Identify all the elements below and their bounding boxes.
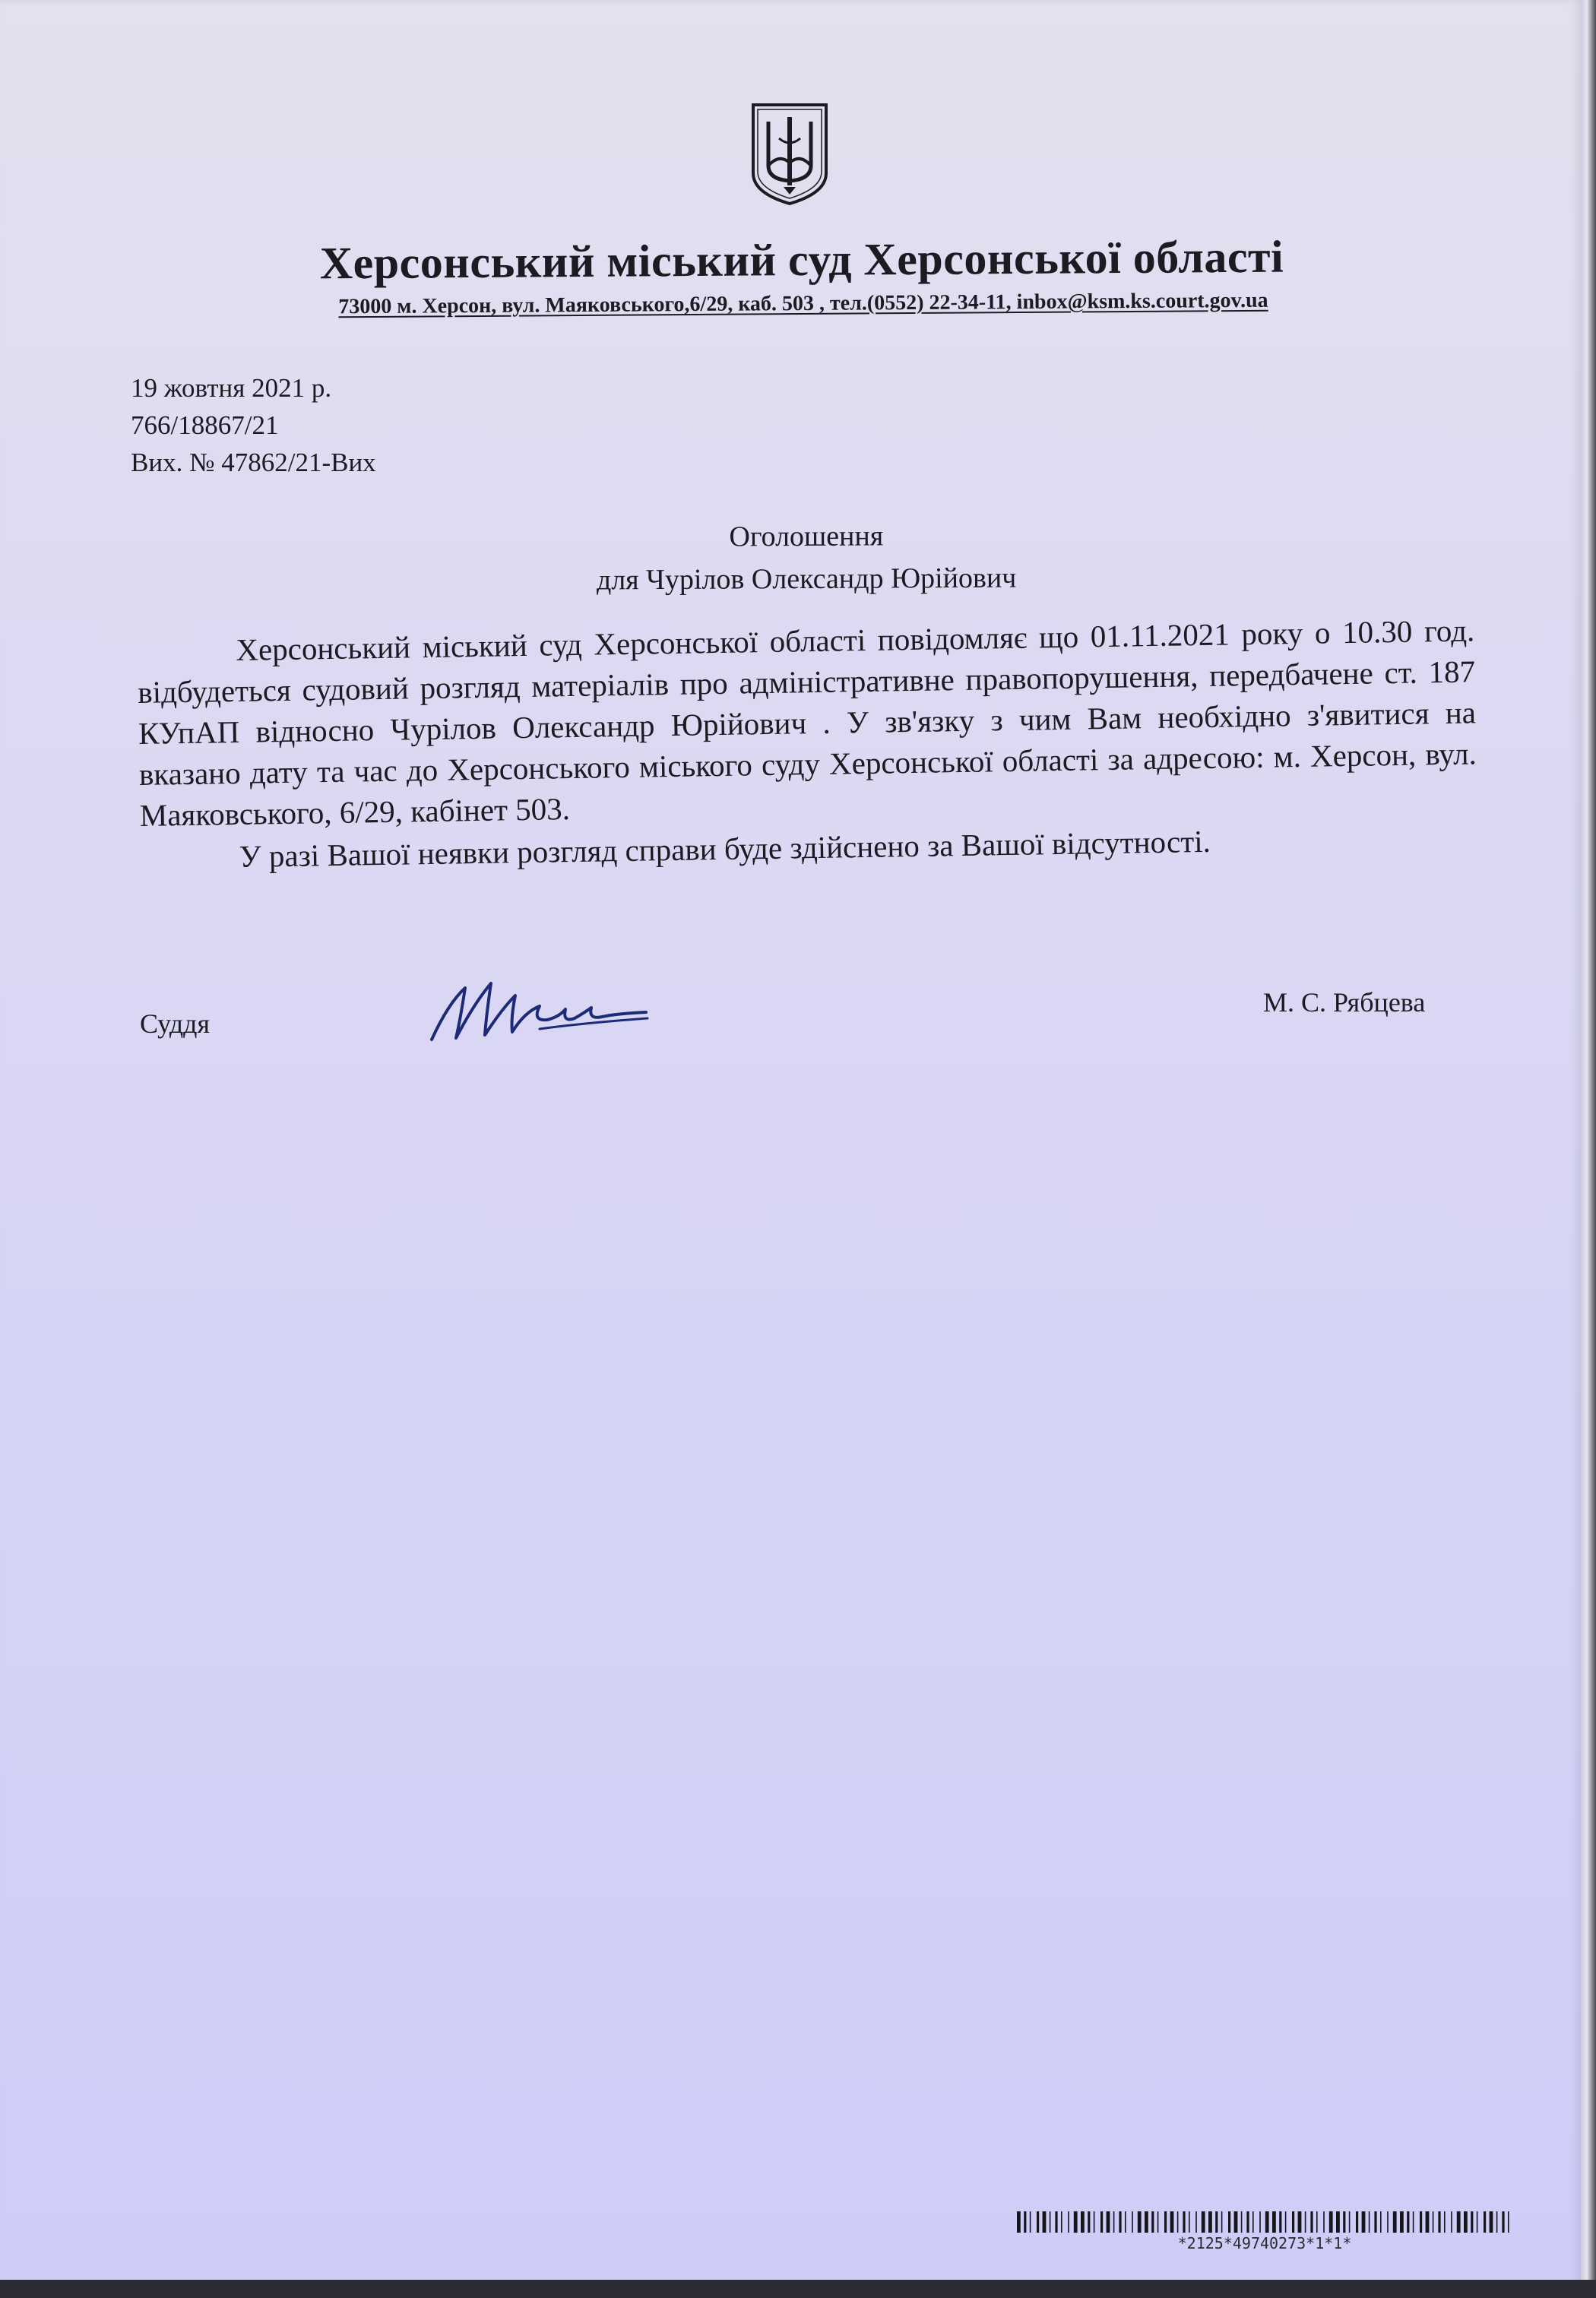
barcode-bar [1496, 2211, 1498, 2233]
body-paragraph: Херсонський міський суд Херсонської області повідомляє що 01.11.2021 року о 10.30 год. відбудеться судовий розгляд матеріалів про адміністративне правопорушення, передбачене ст. 187 КУпАП відносно Чурілов Олександр Юрійович . У зв'язку з чим Вам необхідно з'явитися на вказано дату та час до Херсонського міського суду Херсонської області за адресою: м. Херсон, вул. Маяковського, 6/29, кабінет 503. [137, 612, 1477, 833]
barcode-bar [1068, 2211, 1069, 2233]
barcode-bar [1285, 2211, 1287, 2233]
barcode-bar [1362, 2211, 1366, 2233]
barcode-bar [1043, 2211, 1047, 2233]
barcode-bar [1050, 2211, 1051, 2233]
document-meta [131, 369, 376, 481]
barcode-bar [1024, 2211, 1026, 2233]
barcode-bar [1464, 2211, 1468, 2233]
barcode-bar [1393, 2211, 1397, 2233]
barcode-bar [1177, 2211, 1179, 2233]
judge-role-label: Суддя [140, 1008, 211, 1039]
barcode-bar [1433, 2211, 1434, 2233]
barcode-bar [1502, 2211, 1504, 2233]
barcode-bar [1234, 2211, 1238, 2233]
barcode-bar [1413, 2211, 1414, 2233]
barcode-bar [1170, 2211, 1174, 2233]
barcode-bar [1017, 2211, 1021, 2233]
barcode-bar [1030, 2211, 1031, 2233]
barcode-bar [1113, 2211, 1115, 2233]
barcode-bar [1310, 2211, 1313, 2233]
barcode-bar [1356, 2211, 1358, 2233]
barcode-bar [1107, 2211, 1110, 2233]
notice-title: Оголошення [729, 520, 884, 553]
barcode-bar [1094, 2211, 1095, 2233]
barcode-bar [1228, 2211, 1230, 2233]
barcode-bar [1420, 2211, 1422, 2233]
barcode-bar [1305, 2211, 1306, 2233]
barcode-bar [1125, 2211, 1126, 2233]
document-date: 19 жовтня 2021 р. [131, 373, 332, 403]
barcode-bar [1202, 2211, 1205, 2233]
notice-heading [0, 511, 1596, 604]
barcode-bar [1252, 2211, 1254, 2233]
barcode-bar [1074, 2211, 1078, 2233]
barcode-bar [1189, 2211, 1190, 2233]
barcode-bar [1100, 2211, 1103, 2233]
barcode-bar [1323, 2211, 1325, 2233]
barcode-bar [1164, 2211, 1167, 2233]
page-edge-shadow [1581, 0, 1596, 2298]
barcode-bar [1215, 2211, 1218, 2233]
barcode-bar [1183, 2211, 1185, 2233]
barcode-bar [1246, 2211, 1249, 2233]
barcode-bar [1336, 2211, 1340, 2233]
barcode-bar [1132, 2211, 1133, 2233]
barcode-bar [1119, 2211, 1121, 2233]
notice-body [137, 609, 1478, 878]
handwritten-signature [426, 973, 654, 1049]
barcode-bar [1369, 2211, 1370, 2233]
barcode-bar [1138, 2211, 1142, 2233]
background-surface [0, 2280, 1596, 2298]
barcode-bar [1387, 2211, 1389, 2233]
barcode-bar [1151, 2211, 1154, 2233]
outgoing-number: Вих. № 47862/21-Вих [131, 448, 376, 477]
barcode-bar [1400, 2211, 1404, 2233]
barcode-bar [1329, 2211, 1333, 2233]
barcode-text: *2125*49740273*1*1* [1177, 2234, 1352, 2252]
court-address: 73000 м. Херсон, вул. Маяковського,6/29, каб. 503 , тел.(0552) 22-34-11, inbox@ksm.ks.court.gov.ua [338, 288, 1268, 319]
barcode-bar [1380, 2211, 1382, 2233]
barcode-bar [1343, 2211, 1345, 2233]
judge-name: М. С. Рябцева [1263, 987, 1426, 1018]
barcode-bar [1471, 2211, 1473, 2233]
document-barcode [1017, 2211, 1512, 2233]
barcode-bar [1037, 2211, 1039, 2233]
body-paragraph: У разі Вашої неявки розгляд справи буде здійснено за Вашої відсутності. [239, 823, 1211, 874]
barcode-bar [1451, 2211, 1452, 2233]
barcode-bar [1061, 2211, 1062, 2233]
barcode-bar [1457, 2211, 1461, 2233]
barcode-bar [1088, 2211, 1090, 2233]
barcode-bar [1298, 2211, 1302, 2233]
barcode-bar [1484, 2211, 1486, 2233]
trident-emblem-icon [749, 100, 831, 207]
barcode-bar [1374, 2211, 1376, 2233]
barcode-bar [1259, 2211, 1261, 2233]
barcode-bar [1272, 2211, 1276, 2233]
barcode-bar [1221, 2211, 1223, 2233]
barcode-bar [1508, 2211, 1509, 2233]
barcode-bar [1081, 2211, 1085, 2233]
barcode-bar [1145, 2211, 1148, 2233]
court-name: Херсонський міський суд Херсонської області [319, 231, 1284, 289]
barcode-bar [1407, 2211, 1409, 2233]
case-number: 766/18867/21 [131, 410, 279, 440]
barcode-bar [1241, 2211, 1243, 2233]
barcode-bar [1157, 2211, 1159, 2233]
barcode-bar [1055, 2211, 1057, 2233]
barcode-bar [1490, 2211, 1493, 2233]
barcode-bar [1444, 2211, 1446, 2233]
barcode-bar [1349, 2211, 1351, 2233]
barcode-bar [1279, 2211, 1281, 2233]
barcode-bar [1208, 2211, 1212, 2233]
barcode-bar [1292, 2211, 1294, 2233]
barcode-bar [1438, 2211, 1440, 2233]
barcode-bar [1265, 2211, 1269, 2233]
barcode-bar [1316, 2211, 1318, 2233]
notice-addressee: для Чурілов Олександр Юрійович [596, 562, 1017, 597]
barcode-bar [1477, 2211, 1478, 2233]
barcode-bar [1426, 2211, 1430, 2233]
barcode-bar [1195, 2211, 1197, 2233]
